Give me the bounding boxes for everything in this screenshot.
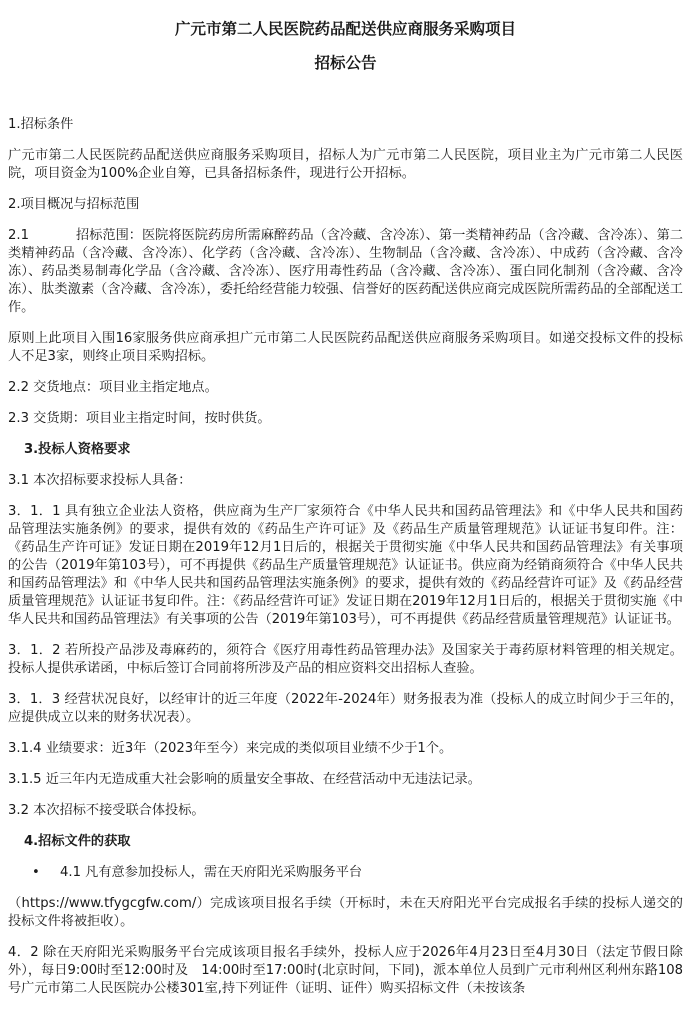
paragraph-qualification-3-1-2: 3．1．2 若所投产品涉及毒麻药的，须符合《医疗用毒性药品管理办法》及国家关于毒药原材料管理的相关规定。投标人提供承诺函，中标后签订合同前将所涉及产品的相应资料交出招标人查验。 [8,643,683,676]
paragraph-delivery-time: 2.3 交货期：项目业主指定时间，按时供货。 [8,411,271,426]
bullet-icon: • [32,865,40,880]
paragraph-qualification-3-1-4: 3.1.4 业绩要求：近3年（2023年至今）来完成的类似项目业绩不少于1个。 [8,741,453,756]
paragraph-qualification-3-1-5: 3.1.5 近三年内无造成重大社会影响的质量安全事故、在经营活动中无违法记录。 [8,772,481,787]
paragraph-delivery-location: 2.2 交货地点：项目业主指定地点。 [8,380,218,395]
registration-text: 4.1 凡有意参加投标人，需在天府阳光采购服务平台 [60,865,363,880]
paragraph-scope [8,227,683,317]
section-heading-qualifications: 3.投标人资格要求 [24,442,131,457]
paragraph-qualification-3-1-1: 3．1．1 具有独立企业法人资格，供应商为生产厂家须符合《中华人民共和国药品管理法》和《中华人民共和国药品管理法实施条例》的要求，提供有效的《药品生产许可证》及《药品生产质量管理规范》认证证书复印件。注：《药品生产许可证》发证日期在2019年12月1日后的，根据关于贯彻实施《中华人民共和国药品管理法》有关事项的公告（2019年第103号），可不再提供《药品生产质量管理规范》认证证书。供应商为经销商须符合《中华人民共和国药品管理法》和《中华人民共和国药品管理法实施条例》的要求，提供有效的《药品经营许可证》及《药品经营质量管理规范》认证证书复印件。注：《药品经营许可证》发证日期在2019年12月1日后的，根据关于贯彻实施《中华人民共和国药品管理法》有关事项的公告（2019年第103号），可不再提供《药品经营质量管理规范》认证证书。 [8,504,683,627]
paragraph-registration-url: （https://www.tfygcgfw.com/）完成该项目报名手续（开标时，未在天府阳光平台完成报名手续的投标人递交的投标文件将被拒收）。 [8,896,683,929]
section-heading-project-overview: 2.项目概况与招标范围 [8,197,140,212]
page-subtitle: 招标公告 [314,54,377,72]
section-heading-tender-conditions: 1.招标条件 [8,117,74,132]
paragraph-purchase-documents: 4．2 除在天府阳光采购服务平台完成该项目报名手续外，投标人应于2026年4月23日至4月30日（法定节假日除外），每日9:00时至12:00时及 14:00时至17:00时(北京时间，下同)，派本单位人员到广元市利州区利州东路108号广元市第二人民医院办公楼301室,持下列证件（证明、证件）购买招标文件（未按该条 [8,945,683,996]
clause-number: 2.1 [8,228,29,243]
paragraph-qualification-3-1-3: 3．1．3 经营状况良好，以经审计的近三年度（2022年-2024年）财务报表为准（投标人的成立时间少于三年的，应提供成立以来的财务状况表）。 [8,692,683,725]
paragraph-qualification-intro: 3.1 本次招标要求投标人具备： [8,473,192,488]
scope-text: 招标范围：医院将医院药房所需麻醉药品（含冷藏、含冷冻）、第一类精神药品（含冷藏、含冷冻）、第二类精神药品（含冷藏、含冷冻）、化学药（含冷藏、含冷冻）、生物制品（含冷藏、含冷冻）、中成药（含冷藏、含冷冻）、药品类易制毒化学品（含冷藏、含冷冻）、医疗用毒性药品（含冷藏、含冷冻）、蛋白同化制剂（含冷藏、含冷冻）、肽类激素（含冷藏、含冷冻），委托给经营能力较强、信誉好的医药配送供应商完成医院所需药品的全部配送工作。 [8,228,683,315]
bullet-item-registration [8,864,683,882]
paragraph-tender-conditions: 广元市第二人民医院药品配送供应商服务采购项目，招标人为广元市第二人民医院，项目业主为广元市第二人民医院，项目资金为100%企业自筹，已具备招标条件，现进行公开招标。 [8,148,683,181]
page-title: 广元市第二人民医院药品配送供应商服务采购项目 [174,20,516,38]
section-heading-obtain-documents: 4.招标文件的获取 [24,834,131,849]
paragraph-supplier-count: 原则上此项目入围16家服务供应商承担广元市第二人民医院药品配送供应商服务采购项目。如递交投标文件的投标人不足3家，则终止项目采购招标。 [8,331,683,364]
paragraph-no-consortium: 3.2 本次招标不接受联合体投标。 [8,803,205,818]
